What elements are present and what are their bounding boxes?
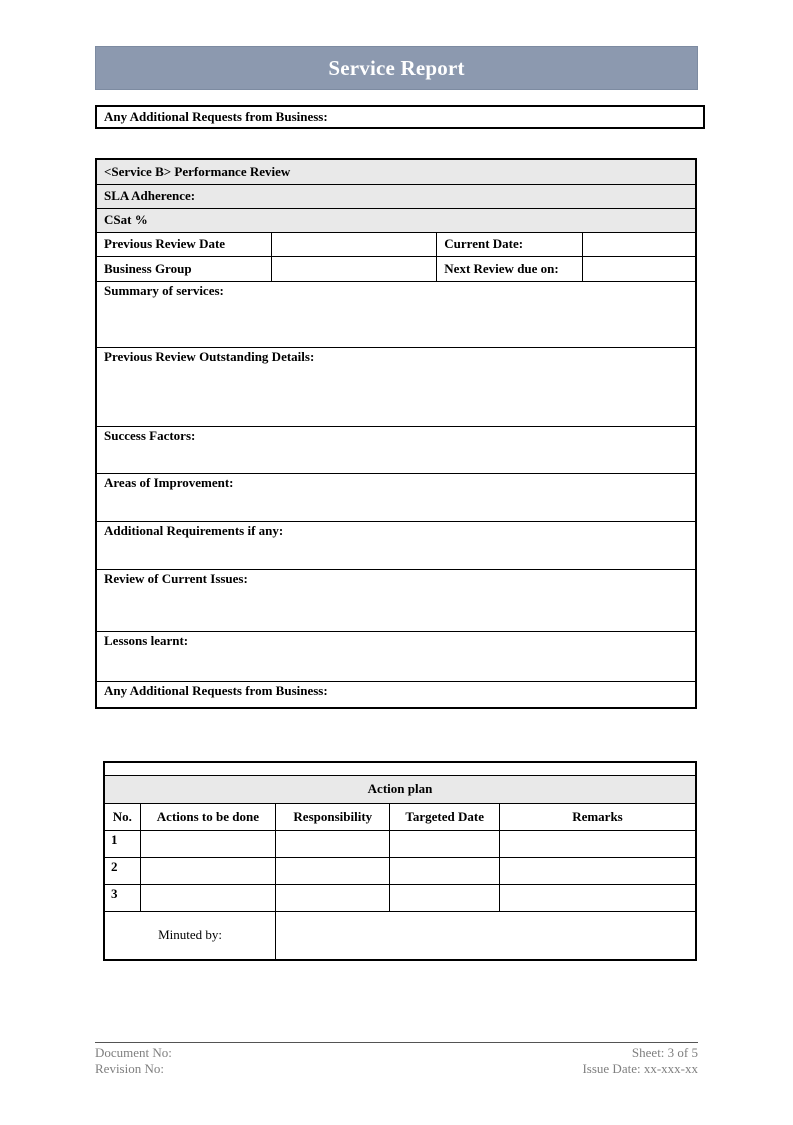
next-review-due-value-cell[interactable] [583,256,696,281]
table-row [96,256,696,281]
current-date-label-cell [437,232,583,256]
minuted-by-label: Minuted by: [158,927,223,943]
revision-no-label: Revision No: [95,1061,164,1076]
action-plan-title-cell [104,775,696,803]
action-3-remarks-cell[interactable] [499,884,696,911]
sla-adherence-cell[interactable] [96,184,696,208]
action-1-responsibility-cell[interactable] [276,830,390,857]
table-row [96,473,696,521]
table-row [96,681,696,708]
csat-cell[interactable] [96,208,696,232]
current-date-label: Current Date: [444,236,524,251]
performance-review-header-cell [96,159,696,184]
table-row [96,521,696,569]
action-3-responsibility-cell[interactable] [276,884,390,911]
table-row [104,911,696,960]
table-row [96,159,696,184]
previous-review-date-value-cell[interactable] [271,232,437,256]
minuted-by-label-cell [104,911,276,960]
previous-review-outstanding-label: Previous Review Outstanding Details: [104,348,315,364]
column-header-responsibility: Responsibility [276,803,390,830]
action-plan-table [103,761,697,961]
business-group-label-cell [96,256,271,281]
next-review-due-label: Next Review due on: [444,260,559,276]
previous-review-outstanding-cell[interactable] [96,347,696,426]
action-2-targeted-date-cell[interactable] [390,857,500,884]
summary-of-services-cell[interactable] [96,281,696,347]
review-current-issues-label: Review of Current Issues: [104,570,248,586]
action-3-targeted-date-cell[interactable] [390,884,500,911]
report-title-bar [95,46,698,90]
table-row [96,631,696,681]
column-header-remarks: Remarks [499,803,696,830]
footer-right-block [398,1045,698,1077]
action-3-actions-cell[interactable] [140,884,276,911]
table-row [104,762,696,775]
areas-of-improvement-cell[interactable] [96,473,696,521]
success-factors-cell[interactable] [96,426,696,473]
footer-divider [95,1042,698,1043]
review-current-issues-cell[interactable] [96,569,696,631]
action-plan-spacer-cell [104,762,696,775]
business-group-label: Business Group [104,260,192,276]
lessons-learnt-cell[interactable] [96,631,696,681]
action-1-remarks-cell[interactable] [499,830,696,857]
action-1-targeted-date-cell[interactable] [390,830,500,857]
action-2-actions-cell[interactable] [140,857,276,884]
summary-of-services-label: Summary of services: [104,282,224,298]
next-review-due-label-cell [437,256,583,281]
additional-requests-top-box[interactable] [95,105,705,129]
previous-review-date-label-cell [96,232,271,256]
table-row [96,232,696,256]
additional-requests-bottom-label: Any Additional Requests from Business: [104,682,328,698]
performance-review-title: <Service B> Performance Review [104,163,291,179]
footer-left-block [95,1045,395,1077]
performance-review-table [95,158,697,709]
lessons-learnt-label: Lessons learnt: [104,632,189,648]
sheet-number-label: Sheet: 3 of 5 [631,1045,698,1060]
sla-adherence-label: SLA Adherence: [104,188,196,203]
table-row [96,569,696,631]
action-row-number: 2 [104,857,140,884]
table-row [104,830,696,857]
table-row [96,426,696,473]
table-row [96,184,696,208]
action-2-remarks-cell[interactable] [499,857,696,884]
action-plan-title: Action plan [367,781,433,796]
action-row-number: 3 [104,884,140,911]
column-header-actions: Actions to be done [140,803,276,830]
business-group-value-cell[interactable] [271,256,437,281]
table-row [96,281,696,347]
action-row-number: 1 [104,830,140,857]
action-2-responsibility-cell[interactable] [276,857,390,884]
table-row [96,347,696,426]
table-row [96,208,696,232]
success-factors-label: Success Factors: [104,427,196,443]
minuted-by-value-cell[interactable] [276,911,696,960]
additional-requirements-label: Additional Requirements if any: [104,522,284,538]
table-row [104,884,696,911]
additional-requirements-cell[interactable] [96,521,696,569]
csat-label: CSat % [104,212,148,227]
column-header-no: No. [104,803,140,830]
previous-review-date-label: Previous Review Date [104,236,226,251]
additional-requests-bottom-cell[interactable] [96,681,696,708]
column-header-targeted-date: Targeted Date [390,803,500,830]
action-1-actions-cell[interactable] [140,830,276,857]
table-row [104,775,696,803]
document-no-label: Document No: [95,1045,172,1060]
table-row [104,857,696,884]
current-date-value-cell[interactable] [583,232,696,256]
areas-of-improvement-label: Areas of Improvement: [104,474,234,490]
additional-requests-top-label: Any Additional Requests from Business: [104,109,328,124]
table-row [104,803,696,830]
issue-date-label: Issue Date: xx-xxx-xx [582,1061,698,1076]
page-title: Service Report [328,55,465,80]
